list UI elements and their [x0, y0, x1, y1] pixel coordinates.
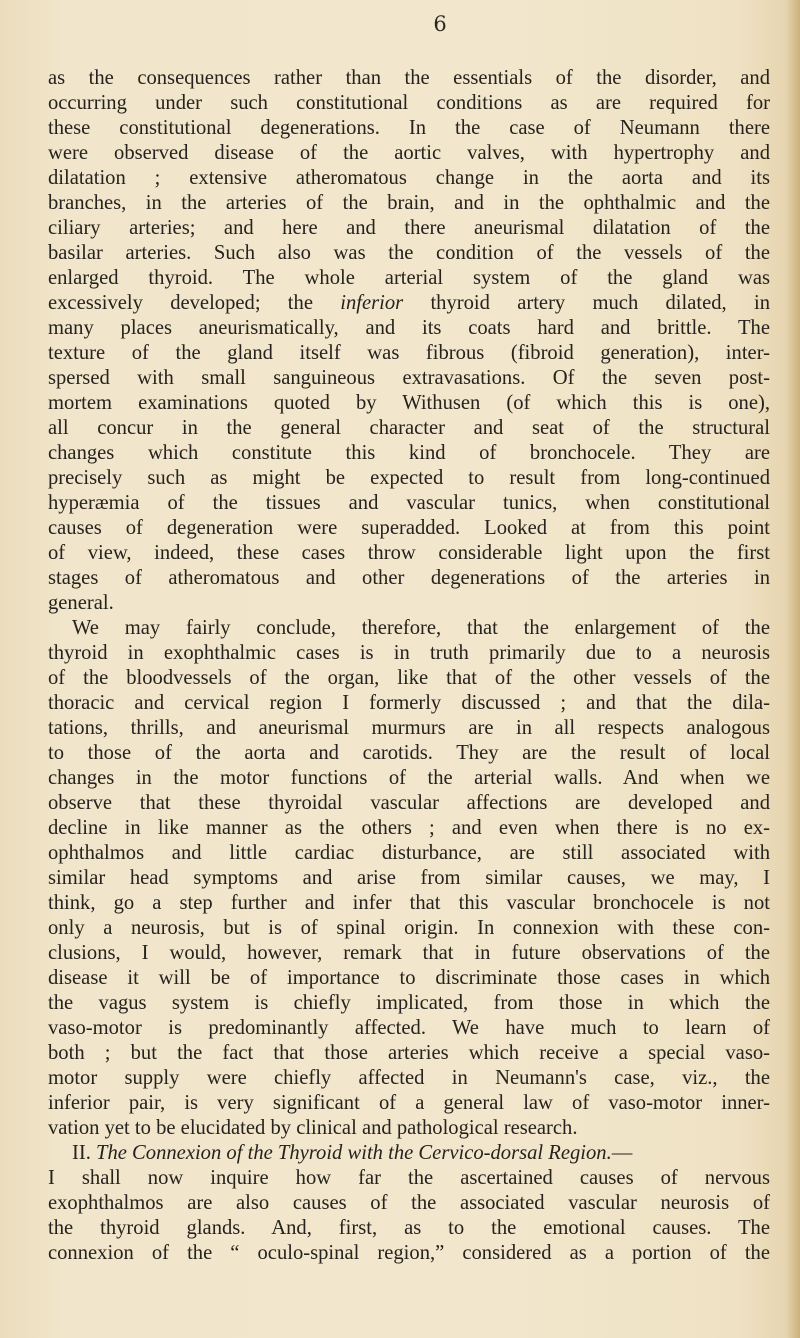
text-segment: to those of the aorta and carotids. They are the result of local [48, 742, 770, 764]
text-segment: vation yet to be elucidated by clinical and pathological research. [48, 1117, 578, 1139]
text-line [48, 141, 770, 166]
text-line [48, 1241, 770, 1266]
text-segment: tations, thrills, and aneurismal murmurs are in all respects analogous [48, 717, 770, 739]
text-segment: general. [48, 592, 114, 614]
text-segment: these constitutional degenerations. In the case of Neumann there [48, 117, 770, 139]
text-line [48, 1116, 770, 1141]
text-line [48, 291, 770, 316]
text-segment: stages of atheromatous and other degenerations of the arteries in [48, 567, 770, 589]
text-segment: changes which constitute this kind of bronchocele. They are [48, 442, 770, 464]
text-line [48, 966, 770, 991]
text-segment: changes in the motor functions of the arterial walls. And when we [48, 767, 770, 789]
text-line [48, 766, 770, 791]
text-line [48, 1166, 770, 1191]
text-line [48, 216, 770, 241]
text-line [48, 241, 770, 266]
text-line [48, 416, 770, 441]
text-line [48, 541, 770, 566]
text-line [48, 616, 770, 641]
text-segment: enlarged thyroid. The whole arterial system of the gland was [48, 267, 770, 289]
text-line [48, 491, 770, 516]
text-line [48, 991, 770, 1016]
text-line [48, 391, 770, 416]
text-segment: of view, indeed, these cases throw considerable light upon the first [48, 542, 770, 564]
text-segment: inferior pair, is very significant of a general law of vaso-motor inner- [48, 1092, 770, 1114]
text-line [48, 1016, 770, 1041]
body-text [48, 66, 770, 1266]
text-segment: basilar arteries. Such also was the condition of the vessels of the [48, 242, 770, 264]
text-line [48, 66, 770, 91]
text-segment: — [611, 1142, 633, 1164]
page-edge-shadow [786, 0, 800, 1338]
text-segment: I shall now inquire how far the ascertained causes of nervous [48, 1167, 770, 1189]
text-segment: vaso-motor is predominantly affected. We have much to learn of [48, 1017, 770, 1039]
text-line [48, 916, 770, 941]
text-segment: observe that these thyroidal vascular affections are developed and [48, 792, 770, 814]
text-line [48, 1191, 770, 1216]
text-segment: texture of the gland itself was fibrous (fibroid generation), inter- [48, 342, 770, 364]
text-line [48, 91, 770, 116]
text-line [48, 641, 770, 666]
text-segment: both ; but the fact that those arteries which receive a special vaso- [48, 1042, 770, 1064]
text-segment: causes of degeneration were superadded. Looked at from this point [48, 517, 770, 539]
text-segment: ciliary arteries; and here and there aneurismal dilatation of the [48, 217, 770, 239]
text-segment: We may fairly conclude, therefore, that the enlargement of the [72, 617, 770, 639]
text-segment: of the bloodvessels of the organ, like that of the other vessels of the [48, 667, 770, 689]
text-line [48, 866, 770, 891]
text-line [48, 941, 770, 966]
page-number: 6 [433, 12, 447, 36]
text-segment: branches, in the arteries of the brain, and in the ophthalmic and the [48, 192, 770, 214]
text-line [48, 891, 770, 916]
text-segment: clusions, I would, however, remark that in future observations of the [48, 942, 770, 964]
text-line [48, 816, 770, 841]
text-segment: the thyroid glands. And, first, as to the emotional causes. The [48, 1217, 770, 1239]
text-line [48, 1091, 770, 1116]
text-line [48, 1141, 770, 1166]
text-line [48, 466, 770, 491]
text-segment: similar head symptoms and arise from similar causes, we may, I [48, 867, 770, 889]
text-segment: many places aneurismatically, and its coats hard and brittle. The [48, 317, 770, 339]
text-line [48, 791, 770, 816]
text-line [48, 566, 770, 591]
text-line [48, 116, 770, 141]
text-segment: exophthalmos are also causes of the associated vascular neurosis of [48, 1192, 770, 1214]
text-segment: excessively developed; the [48, 292, 341, 314]
text-segment: all concur in the general character and seat of the structural [48, 417, 770, 439]
italic-text: inferior [340, 292, 404, 314]
text-line [48, 166, 770, 191]
text-segment: thoracic and cervical region I formerly discussed ; and that the dila- [48, 692, 770, 714]
text-segment: spersed with small sanguineous extravasations. Of the seven post- [48, 367, 770, 389]
text-line [48, 716, 770, 741]
text-segment: connexion of the “ oculo-spinal region,” considered as a portion of the [48, 1242, 770, 1264]
text-segment: think, go a step further and infer that this vascular bronchocele is not [48, 892, 770, 914]
text-line [48, 441, 770, 466]
text-line [48, 1216, 770, 1241]
text-line [48, 591, 770, 616]
text-line [48, 1041, 770, 1066]
text-segment: thyroid in exophthalmic cases is in truth primarily due to a neurosis [48, 642, 770, 664]
text-segment: II. [72, 1142, 97, 1164]
text-segment: dilatation ; extensive atheromatous change in the aorta and its [48, 167, 770, 189]
text-line [48, 841, 770, 866]
text-segment: motor supply were chiefly affected in Neumann's case, viz., the [48, 1067, 770, 1089]
text-line [48, 666, 770, 691]
text-line [48, 191, 770, 216]
text-segment: precisely such as might be expected to result from long-continued [48, 467, 770, 489]
text-segment: decline in like manner as the others ; and even when there is no ex- [48, 817, 770, 839]
text-segment: hyperæmia of the tissues and vascular tunics, when constitutional [48, 492, 770, 514]
text-line [48, 316, 770, 341]
text-line [48, 691, 770, 716]
text-segment: mortem examinations quoted by Withusen (of which this is one), [48, 392, 770, 414]
italic-text: The Connexion of the Thyroid with the Cervico-dorsal Region. [96, 1142, 612, 1164]
text-segment: were observed disease of the aortic valves, with hypertrophy and [48, 142, 770, 164]
text-segment: as the consequences rather than the essentials of the disorder, and [48, 67, 770, 89]
text-line [48, 341, 770, 366]
text-segment: the vagus system is chiefly implicated, from those in which the [48, 992, 770, 1014]
text-line [48, 366, 770, 391]
text-segment: ophthalmos and little cardiac disturbance, are still associated with [48, 842, 770, 864]
text-line [48, 266, 770, 291]
text-segment: disease it will be of importance to discriminate those cases in which [48, 967, 770, 989]
text-segment: thyroid artery much dilated, in [403, 292, 770, 314]
text-segment: occurring under such constitutional conditions as are required for [48, 92, 770, 114]
text-segment: only a neurosis, but is of spinal origin. In connexion with these con- [48, 917, 770, 939]
text-line [48, 741, 770, 766]
text-line [48, 1066, 770, 1091]
text-line [48, 516, 770, 541]
